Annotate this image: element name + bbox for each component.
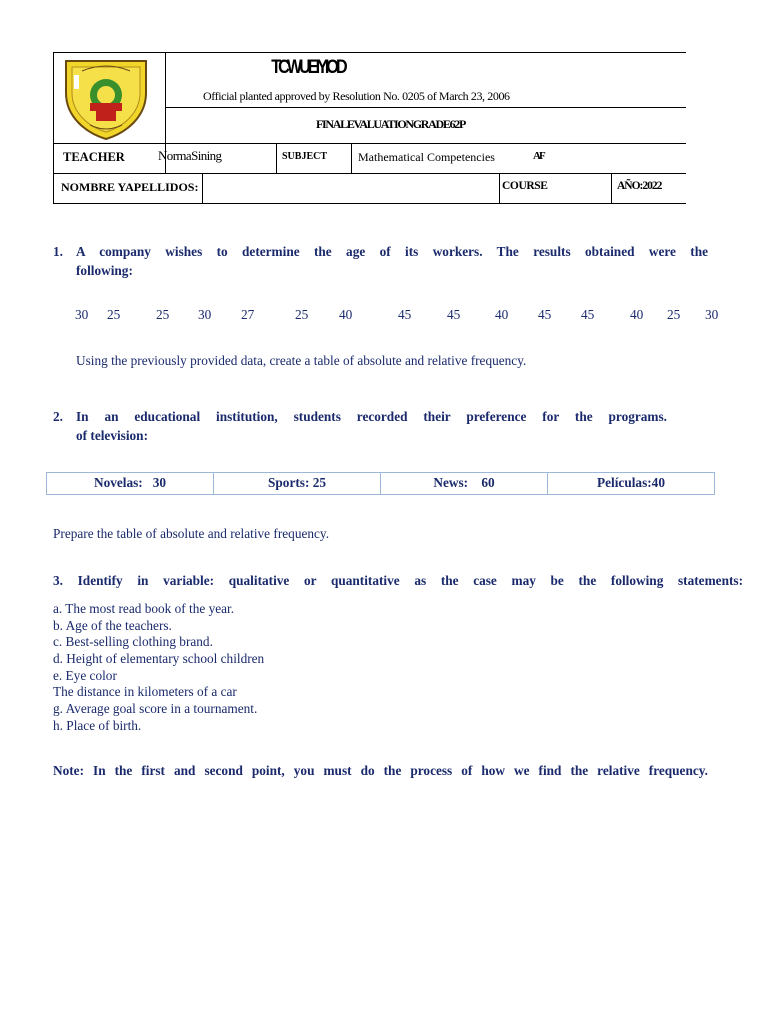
- age-value: 25: [667, 307, 681, 322]
- age-value: 30: [705, 307, 719, 322]
- age-value: 25: [156, 307, 170, 322]
- tv-preference-table: [46, 472, 715, 495]
- q2-instruction: Prepare the table of absolute and relative frequency.: [53, 526, 330, 541]
- teacher-label: TEACHER: [63, 150, 125, 164]
- q2-number: 2.: [53, 409, 63, 424]
- age-value: 40: [495, 307, 509, 322]
- age-value: 45: [447, 307, 461, 322]
- subject-label: SUBJECT: [282, 151, 328, 162]
- school-logo: [60, 55, 152, 140]
- list-item: a. The most read book of the year.: [53, 601, 235, 616]
- q1-text-line2: following:: [76, 263, 133, 278]
- age-value: 45: [538, 307, 552, 322]
- table-cell: Novelas: 30: [47, 473, 214, 494]
- age-value: 40: [630, 307, 644, 322]
- list-item: c. Best-selling clothing brand.: [53, 634, 213, 649]
- list-item: b. Age of the teachers.: [53, 618, 172, 633]
- age-value: 27: [241, 307, 255, 322]
- table-cell: Películas:40: [597, 475, 665, 490]
- age-value: 25: [295, 307, 309, 322]
- subject-mark: AF: [533, 150, 544, 162]
- name-label: NOMBRE YAPELLIDOS:: [61, 180, 199, 194]
- subject-value: Mathematical Competencies: [358, 150, 495, 164]
- age-value: 40: [339, 307, 353, 322]
- q1-instruction: Using the previously provided data, create a table of absolute and relative frequency.: [76, 353, 527, 368]
- list-item: g. Average goal score in a tournament.: [53, 701, 258, 716]
- q1-text-line1: A company wishes to determine the age of its workers. The results obtained were the: [76, 244, 708, 259]
- q2-text-line2: of television:: [76, 428, 149, 443]
- age-value: 45: [398, 307, 412, 322]
- note-text: Note: In the first and second point, you must do the process of how we find the relative frequency.: [53, 763, 708, 778]
- q3-header: 3. Identify in variable: qualitative or quantitative as the case may be the following statements:: [53, 573, 743, 588]
- q2-text-line1: In an educational institution, students recorded their preference for the programs.: [76, 409, 667, 424]
- resolution-text: Official planted approved by Resolution No. 0205 of March 23, 2006: [203, 89, 510, 103]
- school-title: TCWUEIYIOD: [271, 57, 345, 78]
- year-label: AÑO:2022: [617, 180, 662, 192]
- final-evaluation-title: FINALEVALUATIONGRADE62P: [316, 117, 466, 131]
- course-label: COURSE: [502, 180, 548, 192]
- age-value: 30: [198, 307, 212, 322]
- list-item: The distance in kilometers of a car: [53, 684, 237, 699]
- age-value: 25: [107, 307, 121, 322]
- list-item: e. Eye color: [53, 668, 117, 683]
- q1-ages-list: [0, 307, 768, 325]
- age-value: 45: [581, 307, 595, 322]
- list-item: h. Place of birth.: [53, 718, 142, 733]
- table-cell: News: 60: [381, 473, 548, 494]
- q1-number: 1.: [53, 244, 63, 259]
- age-value: 30: [75, 307, 89, 322]
- teacher-value: NormaSining: [158, 148, 222, 163]
- list-item: d. Height of elementary school children: [53, 651, 265, 666]
- table-cell: Sports: 25: [214, 473, 381, 494]
